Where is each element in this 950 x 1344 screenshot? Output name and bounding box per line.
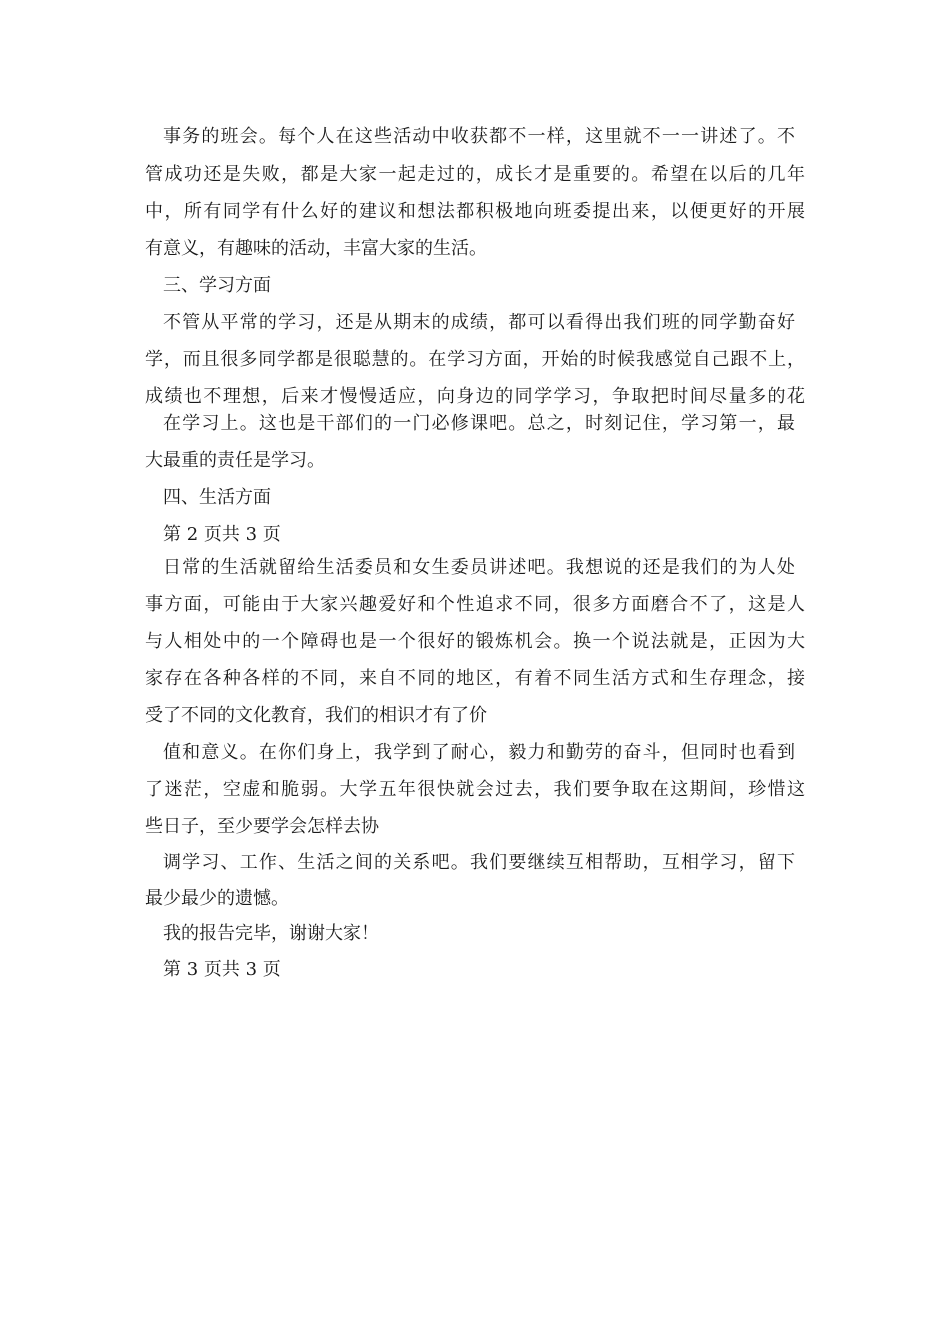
text-line: 成绩也不理想，后来才慢慢适应，向身边的同学学习，争取把时间尽量多的花 bbox=[145, 386, 805, 407]
page-footer: 第 3 页共 3 页 bbox=[163, 959, 281, 980]
text-line: 与人相处中的一个障碍也是一个很好的锻炼机会。换一个说法就是，正因为大 bbox=[145, 631, 805, 652]
text-line: 值和意义。在你们身上，我学到了耐心，毅力和勤劳的奋斗，但同时也看到 bbox=[163, 742, 795, 763]
text-line: 最少最少的遗憾。 bbox=[145, 888, 289, 909]
text-line: 中，所有同学有什么好的建议和想法都积极地向班委提出来，以便更好的开展 bbox=[145, 201, 805, 222]
text-line: 大最重的责任是学习。 bbox=[145, 450, 325, 471]
text-line: 事方面，可能由于大家兴趣爱好和个性追求不同，很多方面磨合不了，这是人 bbox=[145, 594, 805, 615]
text-line: 了迷茫，空虚和脆弱。大学五年很快就会过去，我们要争取在这期间，珍惜这 bbox=[145, 779, 805, 800]
section-heading: 四、生活方面 bbox=[163, 487, 271, 508]
text-line: 日常的生活就留给生活委员和女生委员讲述吧。我想说的还是我们的为人处 bbox=[163, 557, 795, 578]
text-line: 事务的班会。每个人在这些活动中收获都不一样，这里就不一一讲述了。不 bbox=[163, 126, 795, 147]
text-line: 调学习、工作、生活之间的关系吧。我们要继续互相帮助，互相学习，留下 bbox=[163, 852, 795, 873]
text-line: 学，而且很多同学都是很聪慧的。在学习方面，开始的时候我感觉自己跟不上， bbox=[145, 349, 805, 370]
page-footer: 第 2 页共 3 页 bbox=[163, 524, 281, 545]
text-line: 些日子，至少要学会怎样去协 bbox=[145, 816, 379, 837]
text-line: 家存在各种各样的不同，来自不同的地区，有着不同生活方式和生存理念，接 bbox=[145, 668, 805, 689]
section-heading: 三、学习方面 bbox=[163, 275, 271, 296]
text-line: 我的报告完毕，谢谢大家！ bbox=[163, 923, 379, 944]
text-line: 有意义，有趣味的活动，丰富大家的生活。 bbox=[145, 238, 487, 259]
text-line: 受了不同的文化教育，我们的相识才有了价 bbox=[145, 705, 487, 726]
text-line: 在学习上。这也是干部们的一门必修课吧。总之，时刻记住，学习第一，最 bbox=[163, 413, 795, 434]
text-line: 管成功还是失败，都是大家一起走过的，成长才是重要的。希望在以后的几年 bbox=[145, 164, 805, 185]
text-line: 不管从平常的学习，还是从期末的成绩，都可以看得出我们班的同学勤奋好 bbox=[163, 312, 795, 333]
